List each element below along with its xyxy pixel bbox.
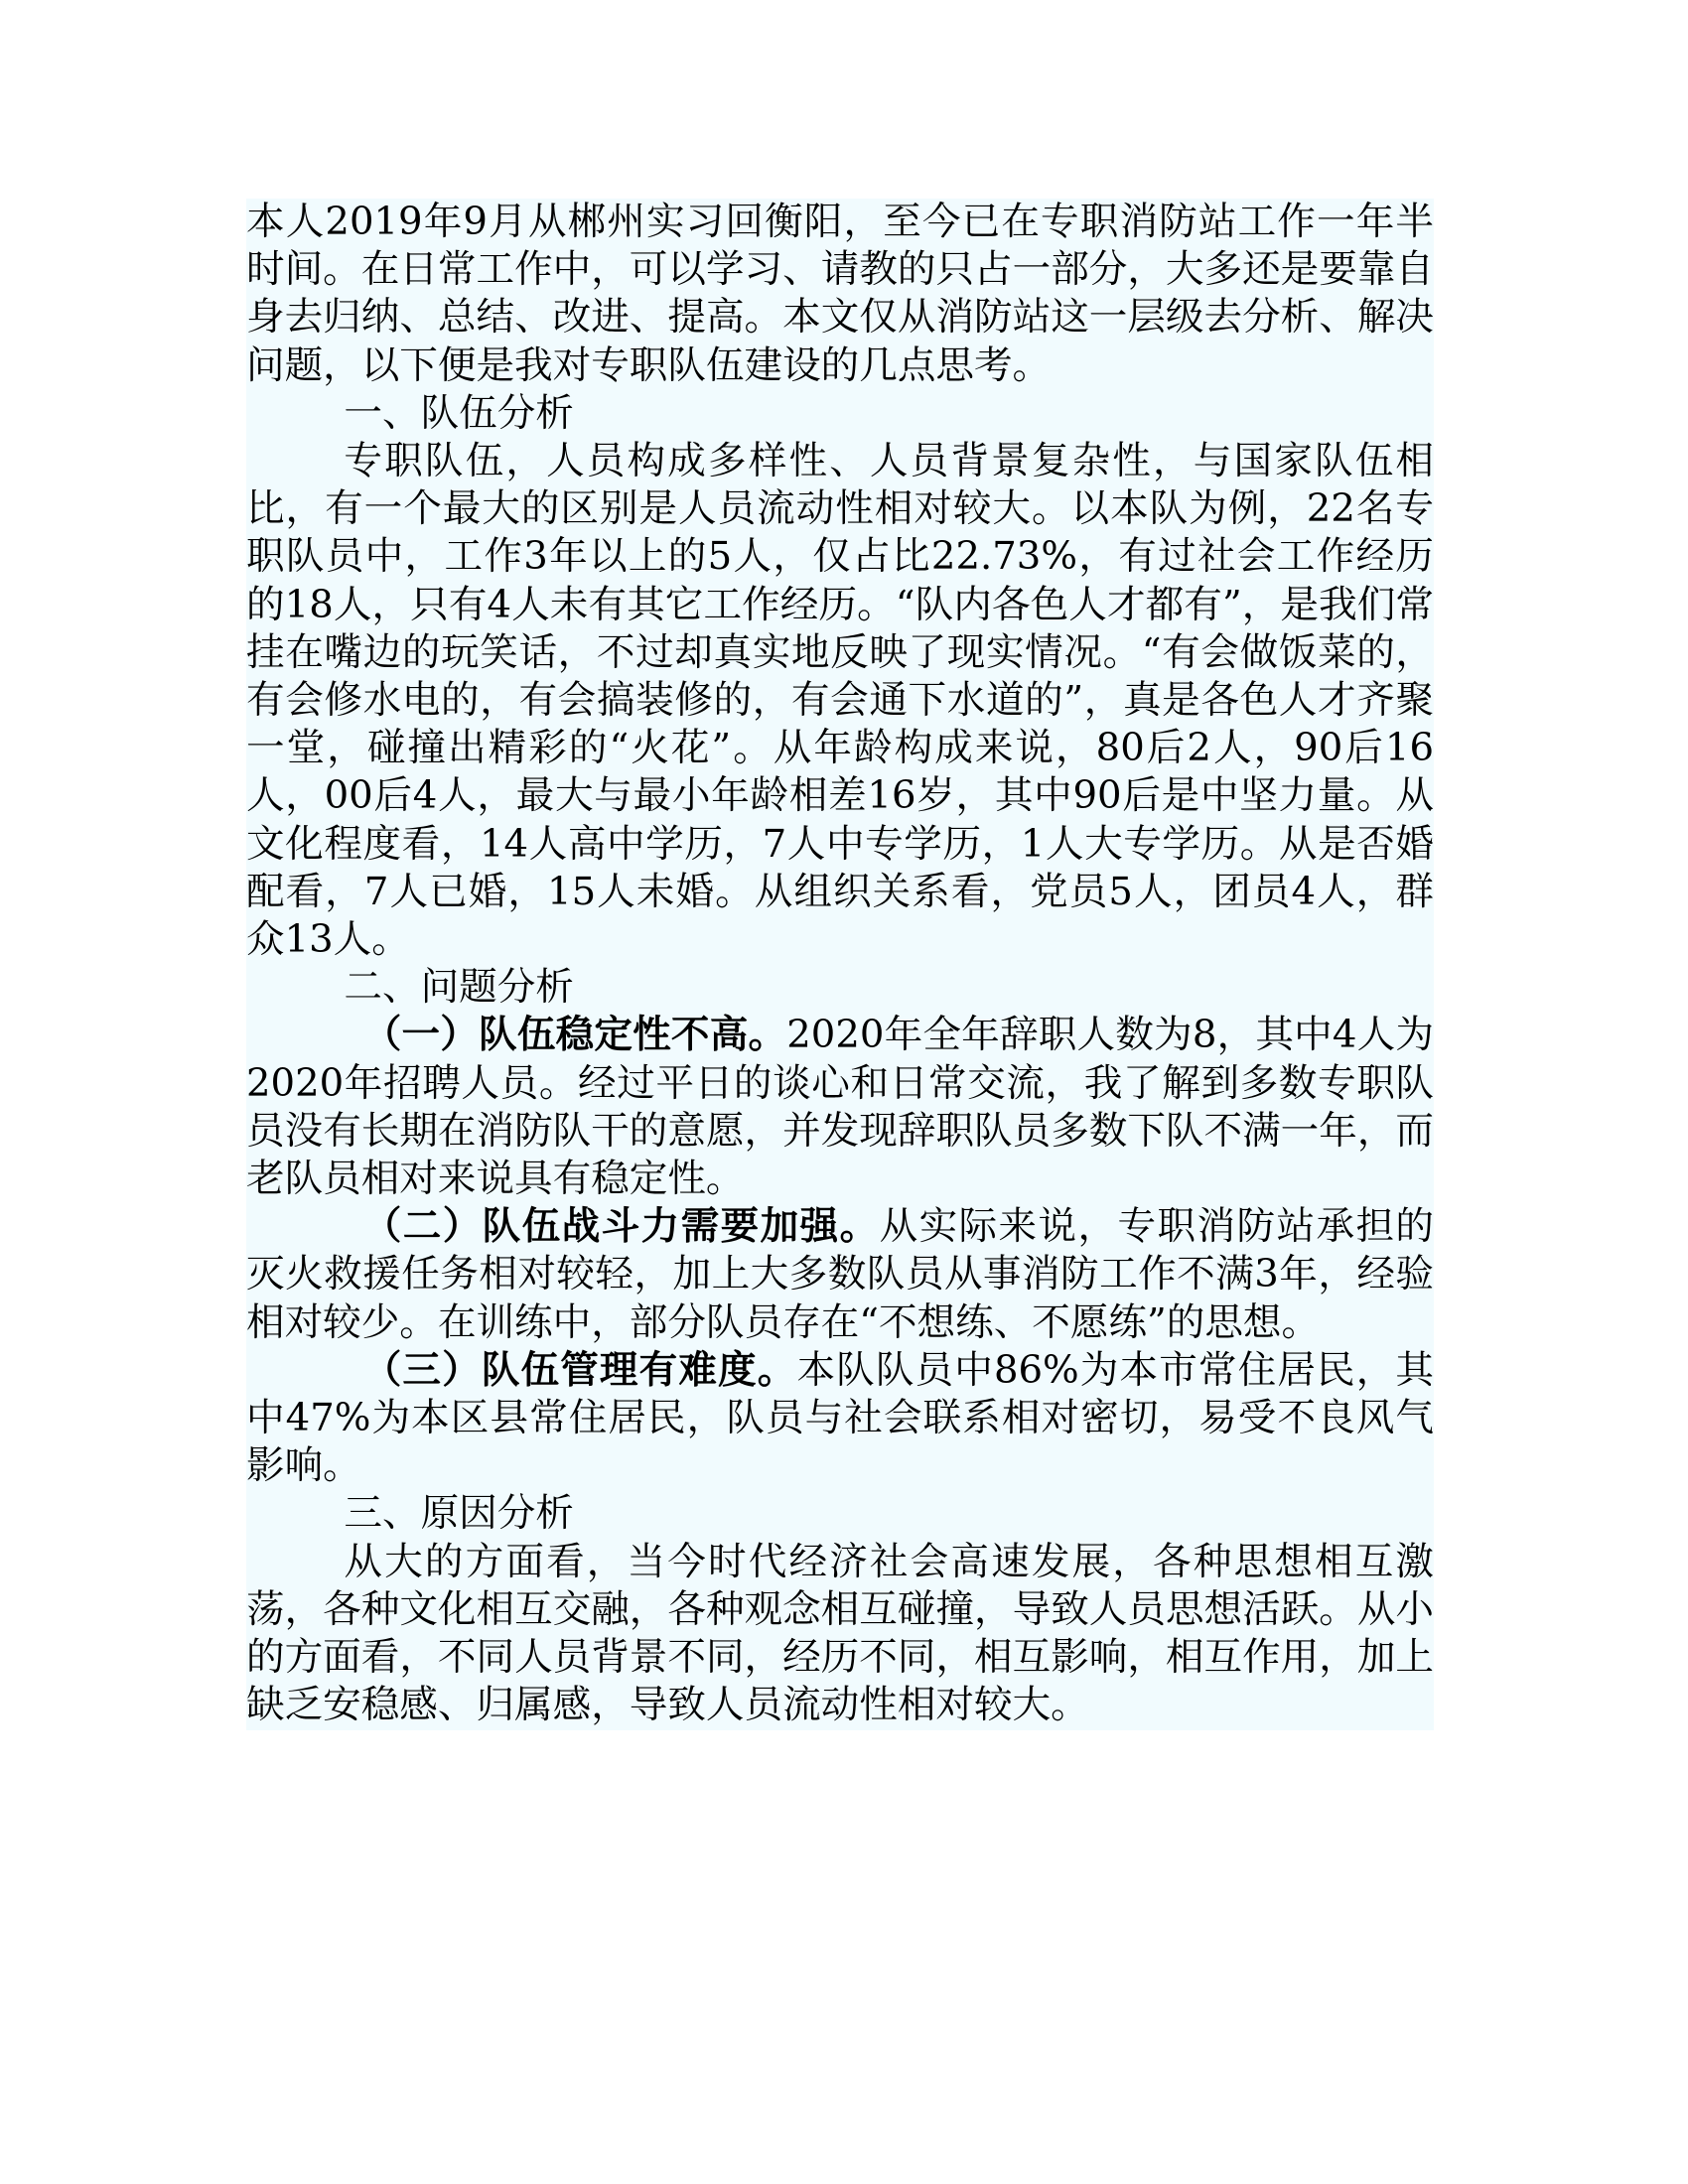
cause-analysis-paragraph: 从大的方面看，当今时代经济社会高速发展，各种思想相互激荡，各种文化相互交融，各种观念相互碰撞，导致人员思想活跃。从小的方面看，不同人员背景不同，经历不同，相互影响，相互作用，加上缺乏安稳感、归属感，导致人员流动性相对较大。 [246,1539,1434,1728]
problem-point-3-lead: （三）队伍管理有难度。 [362,1347,797,1393]
document-page [246,199,1434,1730]
problem-point-3 [246,1347,1434,1491]
problem-point-1 [246,1012,1434,1203]
document-body [246,199,1434,1730]
team-analysis-paragraph: 专职队伍，人员构成多样性、人员背景复杂性，与国家队伍相比，有一个最大的区别是人员流动性相对较大。以本队为例，22名专职队员中，工作3年以上的5人，仅占比22.73%，有过社会工作经历的18人，只有4人未有其它工作经历。“队内各色人才都有”，是我们常挂在嘴边的玩笑话，不过却真实地反映了现实情况。“有会做饭菜的，有会修水电的，有会搞装修的，有会通下水道的”，真是各色人才齐聚一堂，碰撞出精彩的“火花”。从年龄构成来说，80后2人，90后16人，00后4人，最大与最小年龄相差16岁，其中90后是中坚力量。从文化程度看，14人高中学历，7人中专学历，1人大专学历。从是否婚配看，7人已婚，15人未婚。从组织关系看，党员5人，团员4人，群众13人。 [246,439,1434,963]
problem-point-1-text: 2020年全年辞职人数为8，其中4人为2020年招聘人员。经过平日的谈心和日常交流，我了解到多数专职队员没有长期在消防队干的意愿，并发现辞职队员多数下队不满一年，而老队员相对来说具有稳定性。 [246,1013,1434,1202]
section-heading-problem-analysis: 二、问题分析 [344,965,574,1011]
problem-point-1-lead: （一）队伍稳定性不高。 [362,1013,787,1058]
section-heading-team-analysis: 一、队伍分析 [344,390,574,436]
intro-paragraph: 本人2019年9月从郴州实习回衡阳，至今已在专职消防站工作一年半时间。在日常工作中，可以学习、请教的只占一部分，大多还是要靠自身去归纳、总结、改进、提高。本文仅从消防站这一层级去分析、解决问题，以下便是我对专职队伍建设的几点思考。 [246,200,1434,388]
problem-point-2-lead: （二）队伍战斗力需要加强。 [362,1204,880,1250]
problem-point-2 [246,1203,1434,1347]
problem-point-3-text: 本队队员中86%为本市常住居民，其中47%为本区县常住居民，队员与社会联系相对密切，易受不良风气影响。 [246,1347,1434,1489]
section-heading-cause-analysis: 三、原因分析 [344,1491,574,1537]
problem-point-2-text: 从实际来说，专职消防站承担的灭火救援任务相对较轻，加上大多数队员从事消防工作不满3年，经验相对较少。在训练中，部分队员存在“不想练、不愿练”的思想。 [246,1204,1435,1345]
